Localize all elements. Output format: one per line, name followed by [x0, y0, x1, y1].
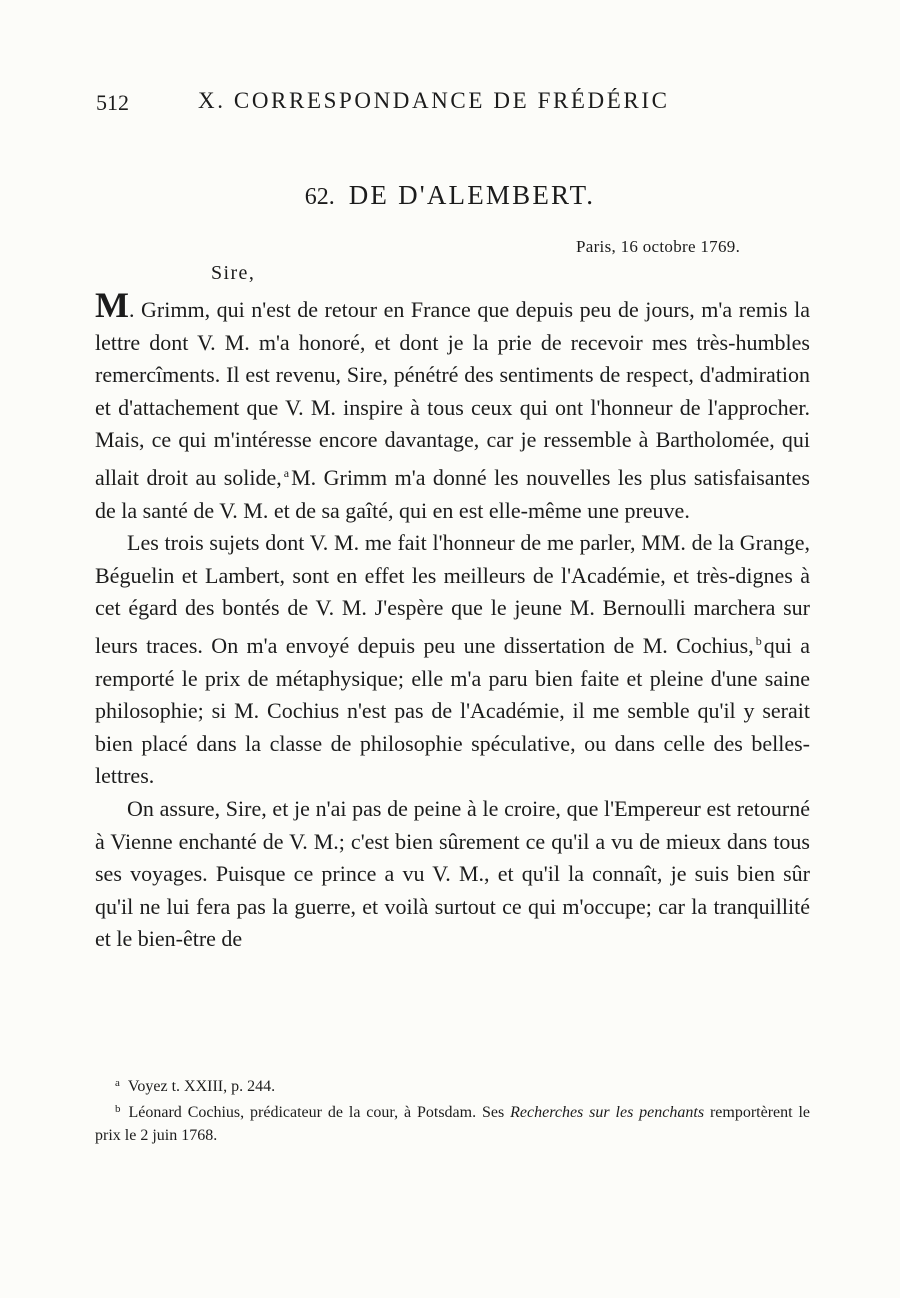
letter-number: 62.	[304, 184, 335, 210]
paragraph-3: On assure, Sire, et je n'ai pas de peine à le croire, que l'Empereur est retourné à Vienne enchanté de V. M.; c'est bien sûrement ce qu'il a vu de mieux dans tous ses voyages. Puisque ce prince a vu V. M., et qu'il la connaît, je suis bien sûr qu'il ne lui fera pas la guerre, et voilà surtout ce qui m'occupe; car la tranquillité et le bien-être de	[95, 795, 810, 952]
footnote-ref-b[interactable]: b	[755, 633, 762, 648]
salutation	[211, 262, 255, 285]
page-number: 512	[96, 90, 129, 115]
initial-letter: M	[95, 285, 129, 325]
footnote-mark: a	[115, 1077, 120, 1089]
footnote-b	[95, 1098, 810, 1147]
paragraph-2-text-a: Les trois sujets dont V. M. me fait l'honneur de me parler, MM. de la Grange, Béguelin et Lambert, sont en effet les meilleurs de l'Académie, et très-dignes à cet égard des bontés de V. M. J'espère que le jeune M. Bernoulli marchera sur leurs traces. On m'a envoyé depuis peu une dissertation de M. Cochius,	[95, 530, 810, 658]
letter-heading	[0, 180, 900, 211]
paragraph-2	[95, 527, 810, 793]
paragraph-1	[95, 285, 810, 527]
footnote-a	[95, 1072, 810, 1098]
footnote-mark: b	[115, 1103, 121, 1115]
footnote-text-continued: remportèrent le prix le 2 juin 1768.	[95, 1104, 811, 1144]
footnotes	[95, 1072, 810, 1147]
salutation-text: Sire,	[211, 262, 256, 284]
footnote-italic-title: Recherches sur les penchants	[510, 1104, 705, 1121]
letter-body	[95, 285, 810, 956]
footnote-text: Léonard Cochius, prédicateur de la cour, à Potsdam. Ses	[128, 1104, 505, 1121]
dateline: Paris, 16 octobre 1769.	[576, 237, 741, 256]
paragraph-1-text-b: M. Grimm m'a donné les nouvelles les plus satisfaisantes de la santé de V. M. et de sa gaîté, qui en est elle-même une preuve.	[95, 464, 810, 523]
letter-title: DE D'ALEMBERT.	[348, 180, 596, 210]
running-title: X. CORRESPONDANCE DE FRÉDÉRIC	[198, 88, 670, 113]
paragraph-1-text-a: . Grimm, qui n'est de retour en France que depuis peu de jours, m'a remis la lettre dont V. M. m'a honoré, et dont je la prie de recevoir mes très-humbles remercîments. Il est revenu, Sire, pénétré des sentiments de respect, d'admiration et d'attachement que V. M. inspire à tous ceux qui ont l'honneur de l'approcher. Mais, ce qui m'intéresse encore davantage, car je ressemble à Bartholomée, qui allait droit au solide,	[95, 297, 810, 490]
paragraph-2-text-b: qui a remporté le prix de métaphysique; elle m'a paru bien faite et pleine d'une saine philosophie; si M. Cochius n'est pas de l'Académie, il me semble qu'il y serait bien placé dans la classe de philosophie spéculative, ou dans celle des belles-lettres.	[95, 632, 810, 789]
footnote-text: Voyez t. XXIII, p. 244.	[127, 1078, 276, 1095]
footnote-ref-a[interactable]: a	[283, 465, 290, 480]
